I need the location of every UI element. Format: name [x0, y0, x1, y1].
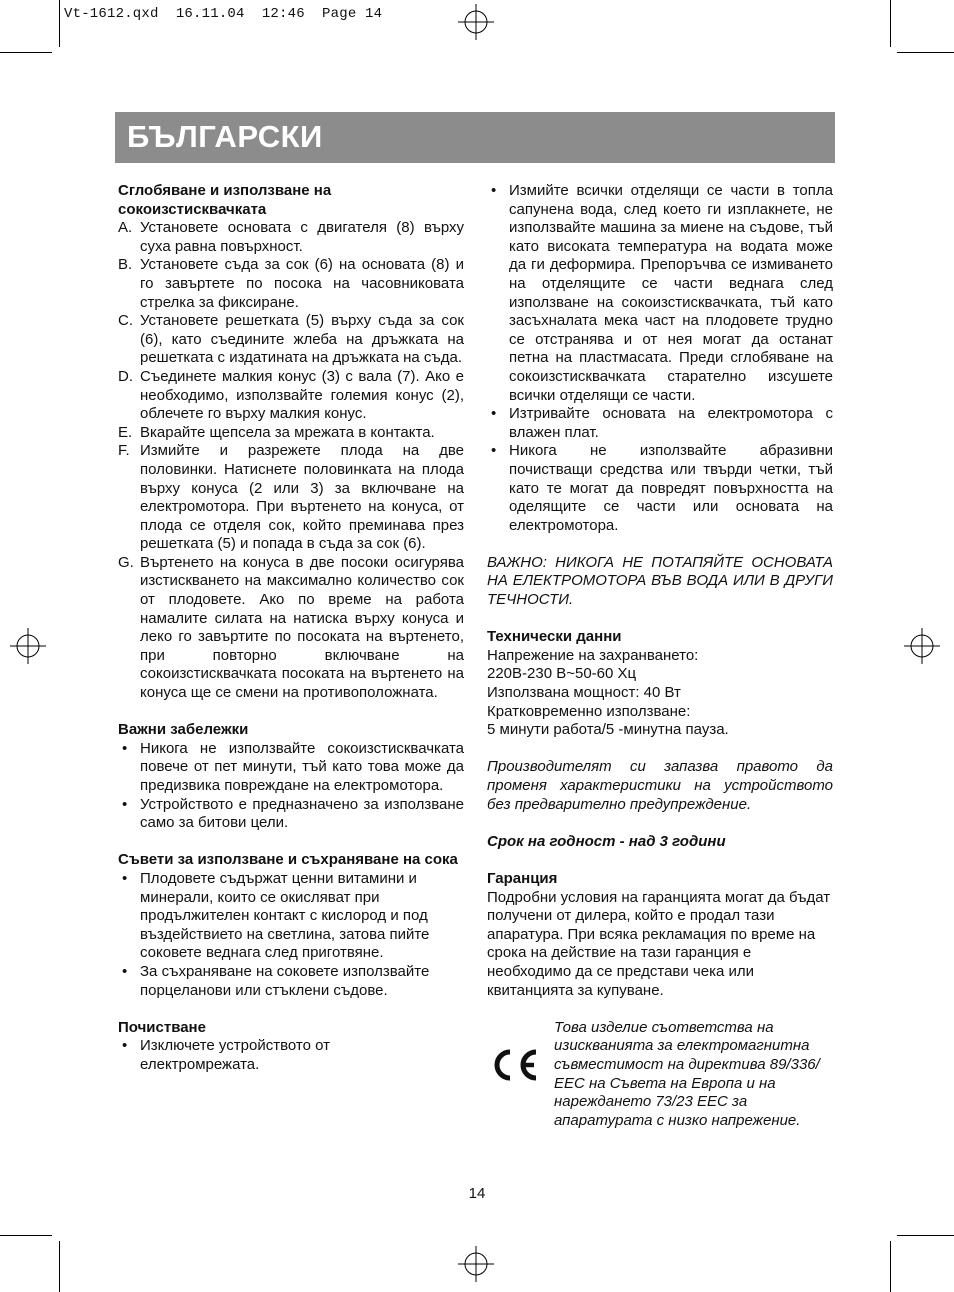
list-item: • Изтривайте основата на електромотора с влажен плат.	[491, 405, 833, 441]
print-slug: Vt-1612.qxd 16.11.04 12:46 Page 14	[64, 6, 383, 22]
cleaning-heading: Почистване	[118, 1018, 206, 1036]
right-column	[487, 182, 833, 1139]
assembly-steps	[118, 219, 464, 702]
page-title: БЪЛГАРСКИ	[127, 119, 323, 154]
list-item: • Изключете устройството от електромрежата.	[122, 1037, 330, 1073]
registration-mark-icon	[458, 4, 494, 40]
language-header	[115, 112, 835, 163]
spec-line: Използвана мощност: 40 Вт	[487, 684, 681, 702]
crop-mark	[59, 1241, 60, 1292]
bullet-icon: •	[491, 442, 497, 460]
crop-mark	[897, 1235, 954, 1236]
tips-heading: Съвети за използване и съхраняване на сока	[118, 851, 458, 869]
assembly-heading: Сглобяване и използване на сокоизстисквачката	[118, 182, 332, 218]
warning-text: ВАЖНО: НИКОГА НЕ ПОТАПЯЙТЕ ОСНОВАТА НА ЕЛЕКТРОМОТОРА ВЪВ ВОДА ИЛИ В ДРУГИ ТЕЧНОСТИ.	[487, 553, 833, 609]
bullet-icon: •	[491, 182, 497, 199]
manufacturer-note: Производителят си запазва правото да променя характеристики на устройството без предварително предупреждение.	[487, 758, 833, 813]
list-item: • Никога не използвайте абразивни почистващи средства или твърди четки, тъй като те могат да повредят повърхността на оделящите се части или основата на електромотора.	[491, 442, 833, 534]
bullet-icon: •	[122, 1037, 128, 1055]
bullet-icon: •	[122, 739, 128, 757]
crop-mark	[0, 1235, 52, 1236]
spec-line: 5 минути работа/5 -минутна пауза.	[487, 721, 729, 739]
list-item: F. Измийте и разрежете плода на две половинки. Натиснете половинката на плода върху конуса (2 или 3) за включване на електромотора. При въртенето на конуса, от плода се отделя сок, който преминава през решетката (5) и попада в съда за сок (6).	[118, 442, 464, 553]
compliance-text: Това изделие съответства на изискванията за електромагнитна съвместимост на директива 89/336/ЕЕС на Съвета на Европа и на нареждането 73/23 ЕЕС за апаратурата с низко напрежение.	[554, 1018, 820, 1129]
list-item: • Плодовете съдържат ценни витамини и минерали, които се окисляват при продължителен контакт с кислород и под въздействието на светлина, затова пийте соковете веднага след приготвяне.	[122, 869, 430, 962]
spec-line: 220В-230 В~50-60 Хц	[487, 665, 637, 683]
list-item: • За съхраняване на соковете използвайте порцеланови или стъклени съдове.	[122, 962, 430, 999]
ce-mark-icon	[490, 1047, 540, 1083]
crop-mark	[897, 52, 954, 53]
bullet-icon: •	[122, 795, 128, 813]
list-item: D. Съединете малкия конус (3) с вала (7). Ако е необходимо, използвайте големия конус (2), облечете го върху малкия конус.	[118, 367, 464, 423]
list-item: • Измийте всички отделящи се части в топла сапунена вода, след което ги изплакнете, не използвайте машина за миене на съдове, тъй като високата температура на водата може да ги деформира. Препоръчва се измиването на отделящите се части веднага след използване на сокоизстисквачката, тъй като засъхналата мека част на плодовете трудно се отстранява и от нея могат да останат петна на пластмасата. Преди сглобяване на сокоизстисквачката старателно изсушете всички отделящи се части.	[491, 182, 833, 404]
registration-mark-icon	[10, 628, 46, 664]
crop-mark	[59, 0, 60, 47]
list-item: • Никога не използвайте сокоизстисквачката повече от пет минути, тъй като това може да предизвика повреждане на електромотора.	[122, 739, 464, 794]
spec-line: Кратковременно използване:	[487, 702, 691, 720]
registration-mark-icon	[904, 628, 940, 664]
spec-line: Напрежение на захранването:	[487, 646, 699, 664]
list-item: • Устройството е предназначено за използване само за битови цели.	[122, 795, 464, 832]
crop-mark	[890, 1241, 891, 1292]
warranty-text: Подробни условия на гаранцията могат да бъдат получени от дилера, който е продал тази апаратура. При всяка рекламация по време на срока на действие на тази гаранция е необходимо да се представи чека или квитанцията за купуване.	[487, 888, 831, 999]
left-column	[118, 182, 464, 1075]
registration-mark-icon	[458, 1246, 494, 1282]
crop-mark	[0, 52, 52, 53]
list-item: G. Въртенето на конуса в две посоки осигурява изстискването на максимално количество сок от плодовете. Ако по време на работа намалите силата на натиска върху конуса и леко го завъртите по посоката на въртенето, при повторно включване на сокоизстисквачката посоката на въртенето на конуса ще се смени на противоположната.	[118, 553, 464, 702]
specs-heading: Технически данни	[487, 628, 622, 646]
crop-mark	[890, 0, 891, 47]
bullet-icon: •	[122, 962, 128, 980]
shelf-life: Срок на годност - над 3 години	[487, 832, 726, 850]
notes-heading: Важни забележки	[118, 721, 249, 739]
list-item: B. Установете съда за сок (6) на основата (8) и го завъртете по посока на часовниковата стрелка за фиксиране.	[118, 256, 464, 311]
bullet-icon: •	[122, 869, 128, 887]
warranty-heading: Гаранция	[487, 869, 558, 887]
bullet-icon: •	[491, 405, 497, 423]
list-item: C. Установете решетката (5) върху съда за сок (6), като съедините жлеба на дръжката на решетката с издатината на дръжката на съда.	[118, 312, 464, 367]
page-number: 14	[468, 1185, 486, 1202]
list-item: A. Установете основата с двигателя (8) върху суха равна повърхност.	[118, 219, 464, 255]
compliance-block	[487, 1019, 833, 1139]
list-item: E. Вкарайте щепсела за мрежата в контакта.	[118, 423, 435, 441]
